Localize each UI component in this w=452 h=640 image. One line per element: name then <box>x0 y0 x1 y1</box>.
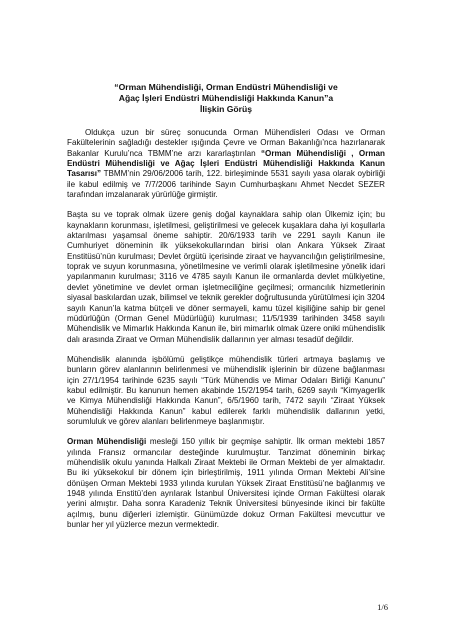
paragraph-2: Başta su ve toprak olmak üzere geniş doğal kaynaklara sahip olan Ülkemiz için; bu kaynakların korunması, işletilmesi, geliştirilmesi ve gelecek kuşaklara daha iyi koşullarla aktarılması yaşamsal öneme sahiptir. 20/6/1933 tarih ve 2291 sayılı Kanun ile Cumhuriyet döneminin ilk yüksekokullarından birisi olan Ankara Yüksek Ziraat Enstitüsü’nün kurulması; Devlet örgütü içerisinde ziraat ve hayvancılığın geliştirilmesine, toprak ve suyun korunmasına, yönetilmesine ve verimli olarak işletilmesine yönelik idari yapılanmanın kurulması; 3116 ve 4785 sayılı Kanun ile ormanlarda devlet mülkiyetine, devlet yönetimine ve devlet orman işletmeciliğine geçilmesi; ormancılık hizmetlerinin siyasal baskılardan uzak, bilimsel ve teknik gerekler doğrultusunda yürütülmesi için 3204 sayılı Kanun’la katma bütçeli ve döner sermayeli, kamu tüzel kişiliğine sahip bir genel müdürlüğün (Orman Genel Müdürlüğü) kurulması; 11/5/1939 tarihinden 3458 sayılı Mühendislik ve Mimarlık Hakkında Kanun ile, biri mimarlık olmak üzere oniki mühendislik dalı arasında Ziraat ve Orman Mühendislik dallarının yer alması tesadüf değildir. <box>67 210 385 344</box>
title-line-2: Ağaç İşleri Endüstri Mühendisliği Hakkında Kanun”a <box>118 93 334 103</box>
paragraph-1 <box>67 128 385 200</box>
paragraph-1-text-b: TBMM’nin 29/06/2006 tarih, 122. birleşiminde 5531 sayılı yasa olarak oybirliği ile kabul edilmiş ve 7/7/2006 tarihinde Sayın Cumhurbaşkanı Ahmet Necdet SEZER tarafından imzalanarak yürürlüğe girmiştir. <box>67 169 385 200</box>
title-line-1: “Orman Mühendisliği, Orman Endüstri Mühendisliği ve <box>114 82 338 92</box>
paragraph-1-text-a: Oldukça uzun bir süreç sonucunda Orman Mühendisleri Odası ve Orman Fakültelerinin sağladığı destekler ışığında Çevre ve Orman Bakanlığı’nca hazırlanarak Bakanlar Kurulu’nca TBMM’ne arzı kararlaştırılan <box>67 128 385 158</box>
title-line-3: İlişkin Görüş <box>199 104 253 114</box>
paragraph-3: Mühendislik alanında işbölümü geliştikçe mühendislik türleri artmaya başlamış ve bunların görev alanlarının belirlenmesi ve mühendislik işlerinin bir düzene bağlanması için 27/1/1954 tarihinde 6235 sayılı “Türk Mühendis ve Mimar Odaları Birliği Kanunu” kabul edilmiştir. Bu kanunun hemen akabinde 15/2/1954 tarih, 6269 sayılı “Kimyagerlik ve Kimya Mühendisliği Hakkında Kanun”, 6/5/1960 tarih, 7472 sayılı “Ziraat Yüksek Mühendisliği Hakkında Kanun” kabul edilerek farklı mühendislik dallarının yetki, sorumluluk ve görev alanları belirlenmeye başlanmıştır. <box>67 354 385 426</box>
document-body <box>67 128 385 540</box>
document-title <box>60 82 392 115</box>
paragraph-4-text: mesleği 150 yıllık bir geçmişe sahiptir. İlk orman mektebi 1857 yılında Fransız ormancılar desteğinde kurulmuştur. Tanzimat döneminin birkaç mühendislik okulu yanında Halkalı Ziraat Mektebi ile Orman Mektebi de yer almaktadır. Bu iki yüksekokul bir dönem için birleştirilmiş, 1911 yılında Orman Mektebi Ali’sine dönüşen Orman Mektebi 1933 yılında kurulan Yüksek Ziraat Enstitüsü’ne bağlanmış ve 1948 yılında Enstitü’den ayrılarak İstanbul Üniversitesi içinde Orman Fakültesi olarak yerini almıştır. Daha sonra Karadeniz Teknik Üniversitesi bünyesinde ikinci bir fakülte açılmış, bunu diğerleri izlemiştir. Günümüzde dokuz Orman Fakültesi mevcuttur ve bunlar her yıl yüzlerce mezun vermektedir. <box>67 437 385 530</box>
paragraph-1-bold-law-title: “Orman Mühendisliği , Orman Endüstri Mühendisliği ve Ağaç İşleri Endüstri Mühendisliği Hakkında Kanun Tasarısı” <box>67 148 385 179</box>
paragraph-4-bold-lead: Orman Mühendisliği <box>67 437 147 447</box>
page-number: 1/6 <box>377 602 388 612</box>
paragraph-4 <box>67 437 385 530</box>
